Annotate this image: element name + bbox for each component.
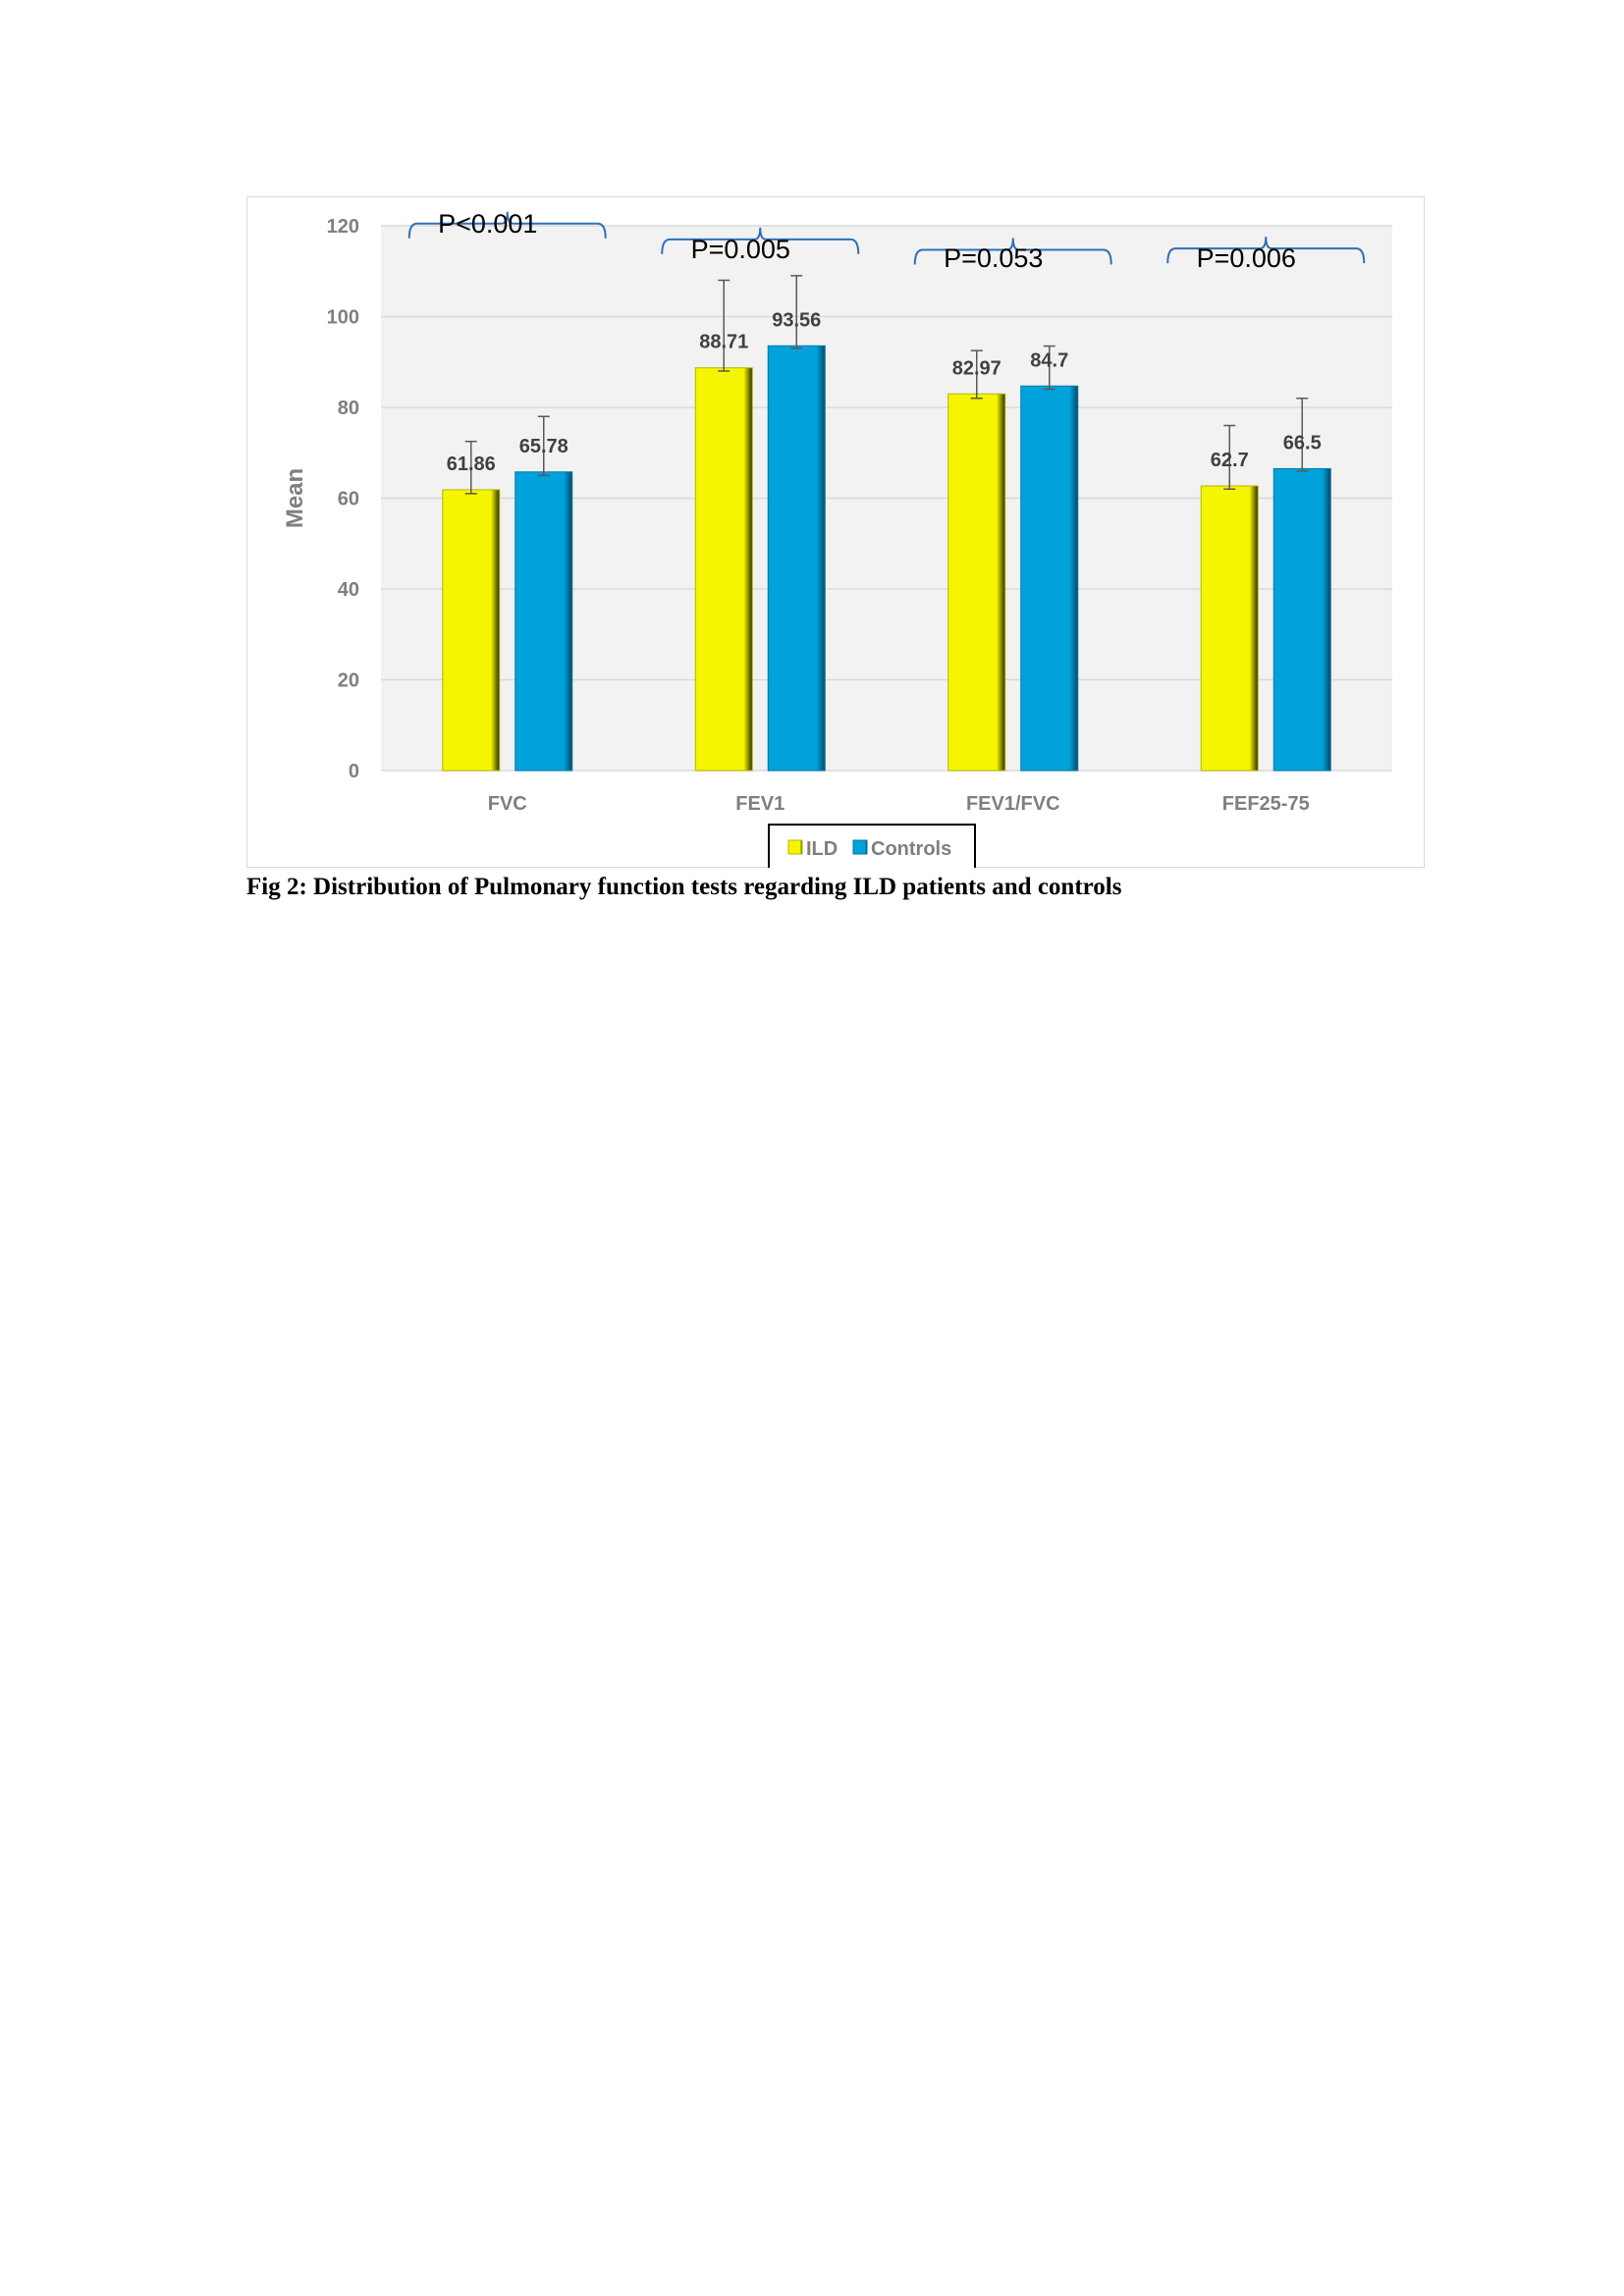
legend <box>769 825 975 868</box>
p-value-annotation: P=0.006 <box>1196 243 1296 273</box>
x-tick-label: FEV1 <box>735 793 785 815</box>
data-label: 61.86 <box>446 453 496 475</box>
y-tick-label: 80 <box>337 398 359 419</box>
legend-swatch-ild <box>788 840 802 854</box>
x-tick-label: FVC <box>487 793 527 815</box>
data-label: 66.5 <box>1282 432 1322 454</box>
data-label: 65.78 <box>518 435 568 457</box>
y-tick-label: 60 <box>337 488 359 510</box>
p-value-annotation: P=0.005 <box>690 235 790 264</box>
figure-caption: Fig 2: Distribution of Pulmonary function tests regarding ILD patients and controls <box>246 874 1122 900</box>
bar-controls-fev1 <box>768 346 825 771</box>
x-tick-label: FEF25-75 <box>1221 793 1310 815</box>
data-label: 62.7 <box>1210 450 1249 472</box>
p-value-annotation: P=0.053 <box>944 243 1044 273</box>
data-label: 84.7 <box>1030 349 1069 372</box>
y-tick-label: 40 <box>337 579 359 601</box>
data-label: 93.56 <box>772 309 822 332</box>
bar-controls-fev1-fvc <box>1021 386 1078 771</box>
y-axis-label: Mean <box>282 467 308 529</box>
p-value-annotation: P<0.001 <box>438 209 538 239</box>
bar-ild-fev1 <box>695 368 752 771</box>
legend-swatch-controls <box>853 840 867 854</box>
bar-controls-fvc <box>515 472 572 771</box>
y-tick-label: 100 <box>326 306 359 329</box>
data-label: 88.71 <box>699 331 749 353</box>
y-tick-label: 0 <box>348 761 359 782</box>
y-tick-label: 20 <box>337 669 359 692</box>
data-label: 82.97 <box>951 357 1001 380</box>
chart-figure <box>246 196 1425 868</box>
bar-ild-fvc <box>443 490 500 771</box>
bar-ild-fev1-fvc <box>948 394 1005 771</box>
legend-label: ILD <box>806 838 839 860</box>
bar-controls-fef25-75 <box>1273 468 1330 771</box>
x-tick-label: FEV1/FVC <box>965 793 1060 815</box>
bar-ild-fef25-75 <box>1201 486 1258 771</box>
bar-chart <box>246 196 1425 868</box>
y-tick-label: 120 <box>326 216 359 238</box>
legend-label: Controls <box>871 838 952 860</box>
